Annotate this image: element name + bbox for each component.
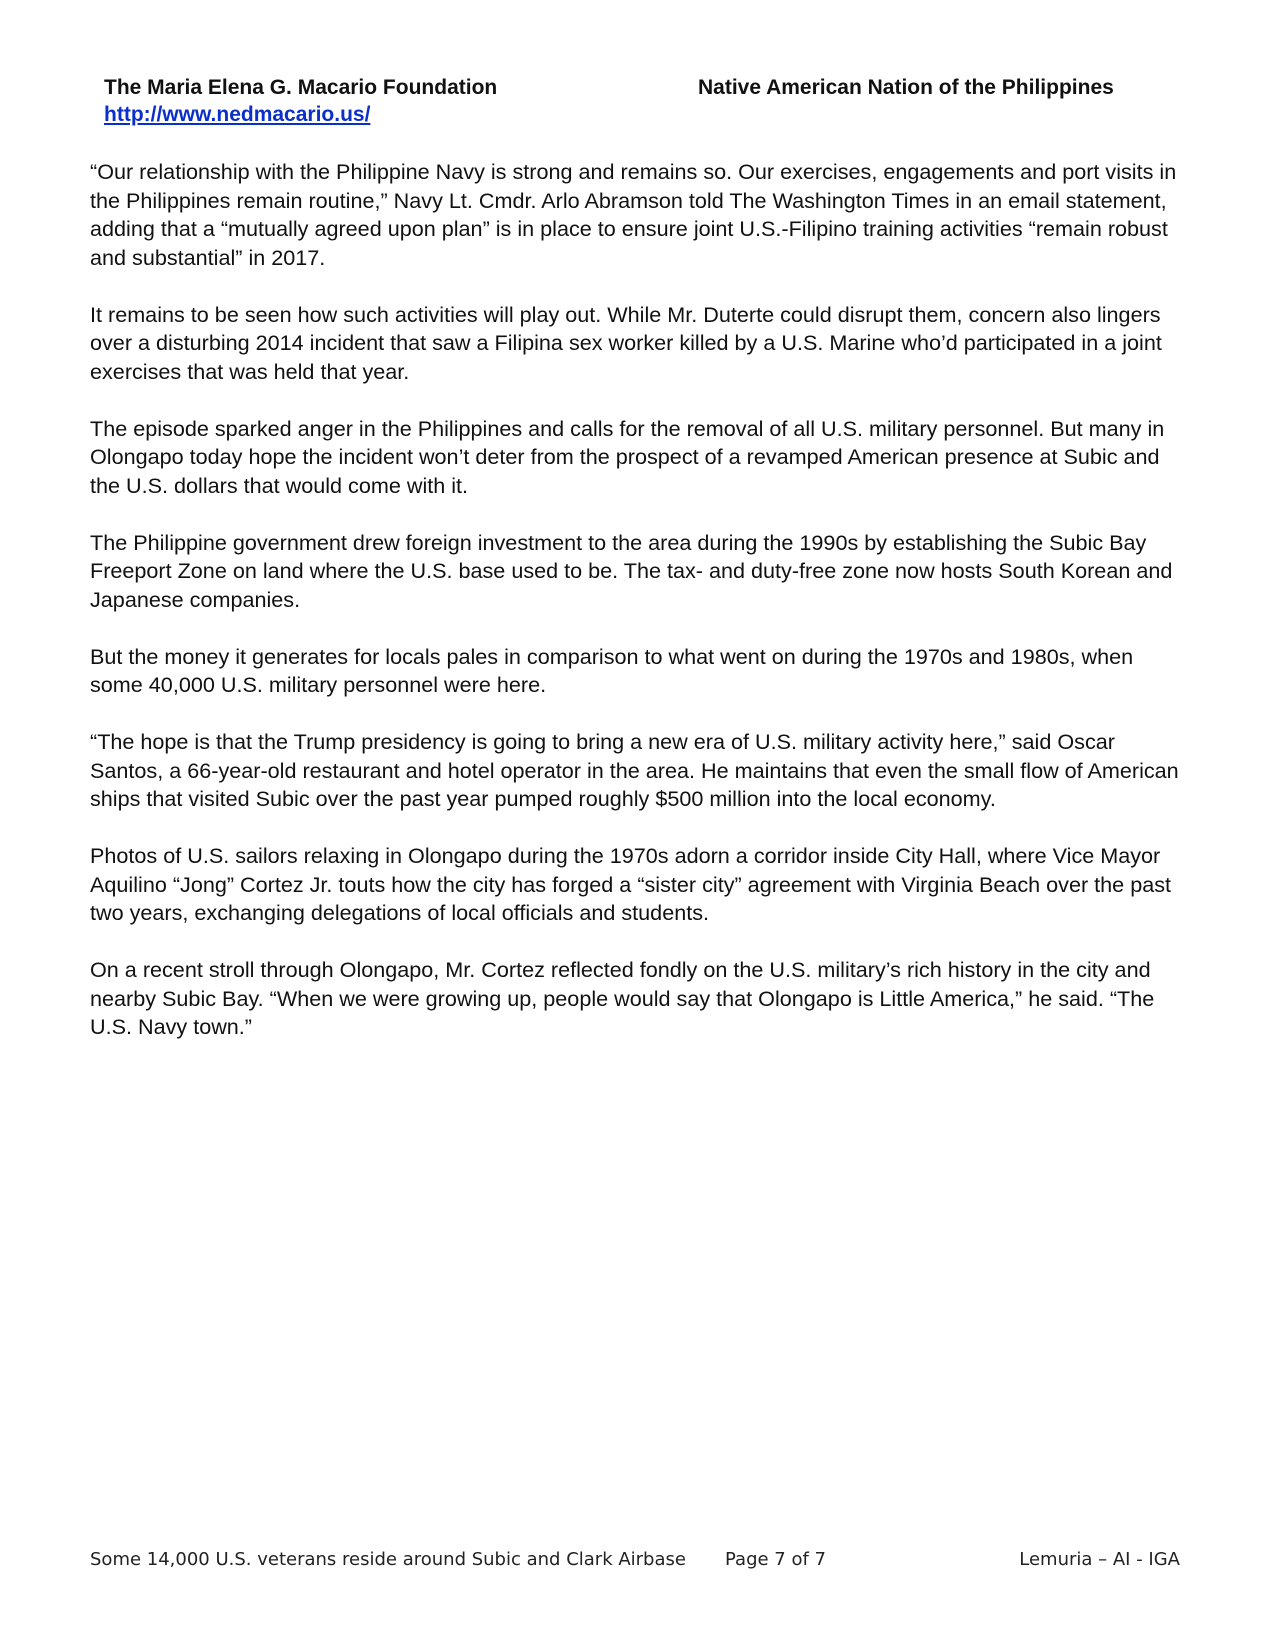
footer-note: Some 14,000 U.S. veterans reside around Subic and Clark Airbase bbox=[90, 1549, 686, 1570]
header-foundation-block bbox=[104, 74, 497, 128]
foundation-website-link[interactable]: http://www.nedmacario.us/ bbox=[104, 103, 371, 126]
article-body bbox=[90, 158, 1190, 1070]
paragraph-7: Photos of U.S. sailors relaxing in Olongapo during the 1970s adorn a corridor inside City Hall, where Vice Mayor Aquilino “Jong” Cortez Jr. touts how the city has forged a “sister city” agreement with Virginia Beach over the past two years, exchanging delegations of local officials and students. bbox=[90, 843, 1172, 925]
footer-source: Lemuria – AI - IGA bbox=[1019, 1549, 1180, 1570]
page-number: Page 7 of 7 bbox=[725, 1549, 826, 1570]
paragraph-6: “The hope is that the Trump presidency is going to bring a new era of U.S. military activity here,” said Oscar Santos, a 66-year-old restaurant and hotel operator in the area. He maintains that even the small flow of American ships that visited Subic over the past year pumped roughly $500 million into the local economy. bbox=[90, 729, 1179, 811]
paragraph-5: But the money it generates for locals pales in comparison to what went on during the 1970s and 1980s, when some 40,000 U.S. military personnel were here. bbox=[90, 643, 1134, 697]
nation-title: Native American Nation of the Philippines bbox=[698, 76, 1114, 99]
foundation-name: The Maria Elena G. Macario Foundation bbox=[104, 76, 498, 99]
paragraph-4: The Philippine government drew foreign investment to the area during the 1990s by establishing the Subic Bay Freeport Zone on land where the U.S. base used to be. The tax- and duty-free zone now hosts South Korean and Japanese companies. bbox=[90, 529, 1173, 612]
paragraph-8: On a recent stroll through Olongapo, Mr. Cortez reflected fondly on the U.S. military’s rich history in the city and nearby Subic Bay. “When we were growing up, people would say that Olongapo is Little America,” he said. “The U.S. Navy town.” bbox=[90, 957, 1155, 1039]
paragraph-3: The episode sparked anger in the Philippines and calls for the removal of all U.S. military personnel. But many in Olongapo today hope the incident won’t deter from the prospect of a revamped American presence at Subic and the U.S. dollars that would come with it. bbox=[90, 415, 1165, 498]
paragraph-1: “Our relationship with the Philippine Navy is strong and remains so. Our exercises, engagements and port visits in the Philippines remain routine,” Navy Lt. Cmdr. Arlo Abramson told The Washington Times in an email statement, adding that a “mutually agreed upon plan” is in place to ensure joint U.S.-Filipino training activities “remain robust and substantial” in 2017. bbox=[90, 159, 1177, 270]
paragraph-2: It remains to be seen how such activities will play out. While Mr. Duterte could disrupt them, concern also lingers over a disturbing 2014 incident that saw a Filipina sex worker killed by a U.S. Marine who’d participated in a joint exercises that was held that year. bbox=[90, 301, 1162, 384]
